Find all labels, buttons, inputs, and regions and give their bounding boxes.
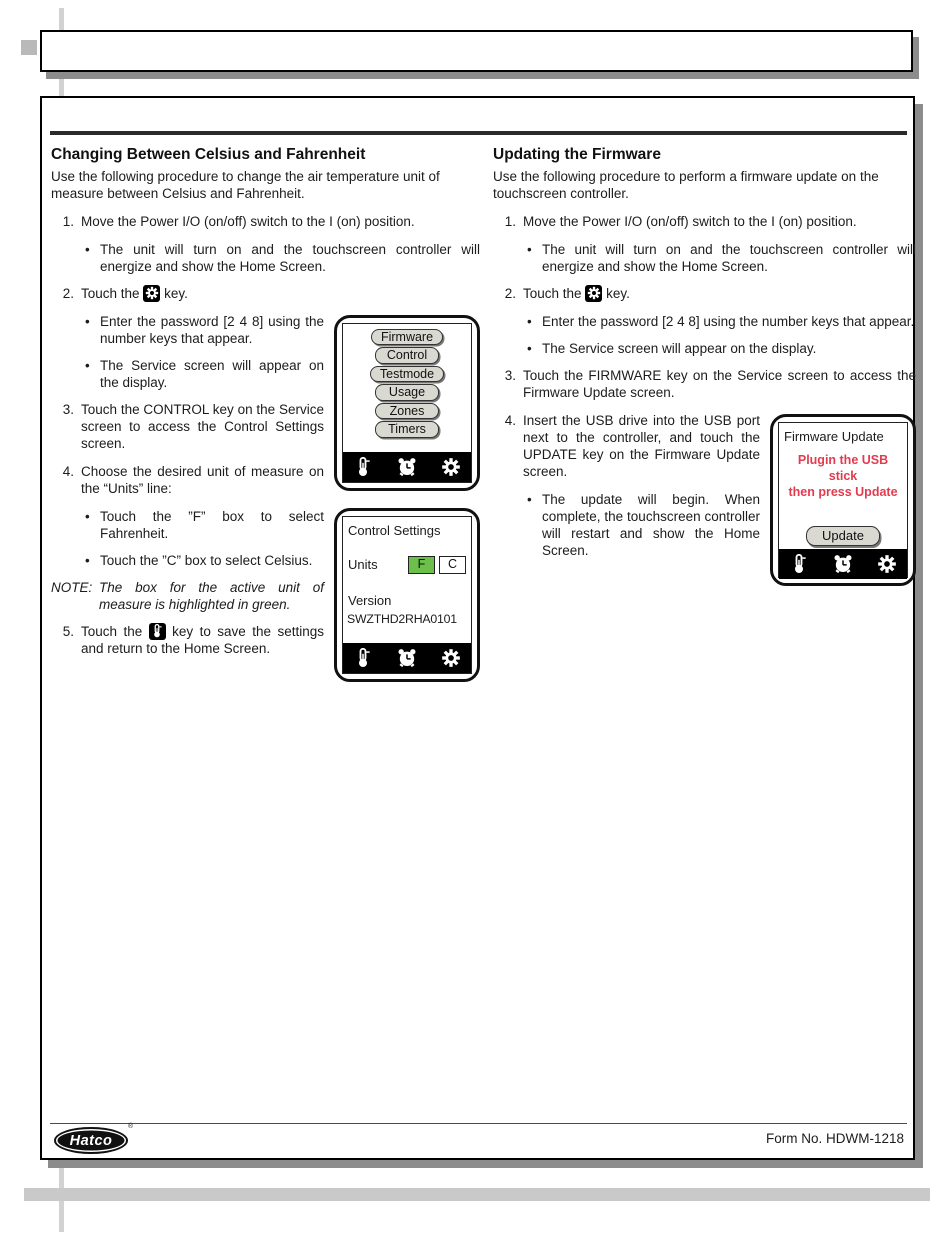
bullet-text: • The Service screen will appear on the display. (100, 357, 324, 390)
celsius-box: C (439, 556, 466, 574)
control-settings-mockup (334, 508, 480, 682)
content-box (40, 96, 915, 1160)
step-text: Insert the USB drive into the USB port next to the controller, and touch the UPDATE key on the Firmware Update screen. (523, 412, 760, 479)
section-divider-rule (50, 131, 907, 135)
usage-button: Usage (375, 384, 439, 401)
step-number: 2. (62, 285, 74, 301)
screen-title: Firmware Update (784, 428, 884, 444)
bullet-text: • The unit will turn on and the touchscreen controller will energize and show the Home Screen. (542, 241, 916, 274)
page-header-box (40, 30, 913, 72)
bullet-text: • The update will begin. When complete, the touchscreen controller will restart and show the Home Screen. (542, 491, 760, 558)
margin-marker-square (21, 40, 37, 55)
list-item (59, 285, 480, 302)
list-item (85, 241, 480, 275)
section-intro: Use the following procedure to perform a firmware update on the touchscreen controller. (493, 168, 879, 201)
alarm-clock-icon (397, 648, 417, 668)
bullet-text: • The Service screen will appear on the display. (542, 340, 817, 356)
step-number: 5. (62, 623, 74, 639)
gear-icon (877, 554, 897, 574)
gear-icon (143, 285, 160, 302)
usb-instruction-line2: then press Update (788, 485, 898, 500)
version-value: SWZTHD2RHA0101 (347, 612, 457, 627)
step-text: Touch the FIRMWARE key on the Service screen to access the Firmware Update screen. (523, 367, 916, 400)
screen-illustrations (770, 414, 916, 586)
column-celsius-fahrenheit (51, 145, 480, 688)
step-text: Touch the (523, 285, 582, 301)
timers-button: Timers (375, 421, 439, 438)
list-item (501, 412, 760, 480)
note-text: The box for the active unit of measure is highlighted in green. (99, 579, 324, 612)
list-item (59, 623, 324, 657)
bullet-text: • Enter the password [2 4 8] using the number keys that appear. (542, 313, 915, 329)
step-text: Move the Power I/O (on/off) switch to the I (on) position. (523, 213, 857, 229)
step-number: 4. (504, 412, 516, 428)
nav-bar (343, 643, 471, 673)
bullet-text: • Touch the ”C” box to select Celsius. (100, 552, 313, 568)
step-number: 1. (504, 213, 516, 229)
service-screen-body (343, 324, 471, 452)
list-item (85, 552, 324, 569)
nav-bar (779, 549, 907, 579)
alarm-clock-icon (397, 457, 417, 477)
step-number: 1. (62, 213, 74, 229)
step-number: 3. (504, 367, 516, 383)
zones-button: Zones (375, 403, 439, 420)
step-text: Touch the (81, 285, 140, 301)
screen-illustrations (334, 315, 480, 682)
step-text: key to save the settings and return to the Home Screen. (81, 623, 324, 656)
step-text: key. (164, 285, 188, 301)
list-item (527, 313, 916, 330)
step-number: 4. (62, 463, 74, 479)
hatco-logo (54, 1123, 133, 1154)
list-item (527, 340, 916, 357)
step-text: Touch the (81, 623, 143, 639)
list-item (85, 313, 324, 347)
step-text: Touch the CONTROL key on the Service screen to access the Control Settings screen. (81, 401, 324, 451)
step-text: Choose the desired unit of measure on the “Units” line: (81, 463, 324, 496)
alarm-clock-icon (833, 554, 853, 574)
firmware-button: Firmware (371, 329, 443, 346)
bottom-decorative-bar (24, 1188, 930, 1201)
step-number: 3. (62, 401, 74, 417)
control-settings-body (343, 517, 471, 643)
registered-mark: ® (127, 1123, 133, 1130)
usb-instruction-text (783, 452, 903, 501)
control-button: Control (375, 347, 439, 364)
column-updating-firmware (493, 145, 916, 592)
list-item (59, 463, 324, 497)
service-screen-mockup (334, 315, 480, 491)
update-button: Update (806, 526, 880, 546)
note (51, 579, 324, 613)
list-item (527, 491, 760, 559)
thermometer-icon (353, 457, 373, 477)
list-item (59, 401, 324, 452)
step-text: Move the Power I/O (on/off) switch to the I (on) position. (81, 213, 415, 229)
hatco-logo-text: Hatco (69, 1132, 113, 1149)
thermometer-icon (789, 554, 809, 574)
bullet-text: • Enter the password [2 4 8] using the number keys that appear. (100, 313, 324, 346)
note-label: NOTE: (51, 579, 93, 595)
gear-icon (441, 457, 461, 477)
list-item (501, 367, 916, 401)
fahrenheit-box: F (408, 556, 435, 574)
form-number: Form No. HDWM-1218 (765, 1131, 904, 1146)
thermometer-icon (149, 623, 166, 640)
list-item (85, 508, 324, 542)
section-heading: Changing Between Celsius and Fahrenheit (51, 146, 366, 163)
nav-bar (343, 452, 471, 482)
version-label: Version (348, 592, 392, 608)
bullet-text: • Touch the ”F” box to select Fahrenheit. (100, 508, 324, 541)
screen-title: Control Settings (348, 522, 441, 538)
usb-instruction-line1: Plugin the USB stick (797, 452, 889, 484)
list-item (527, 241, 916, 275)
list-item (501, 285, 916, 302)
section-intro: Use the following procedure to change the air temperature unit of measure between Celsius and Fahrenheit. (51, 168, 440, 201)
step-text: key. (606, 285, 630, 301)
footer-divider (50, 1123, 907, 1125)
gear-icon (441, 648, 461, 668)
list-item (85, 357, 324, 391)
firmware-update-mockup (770, 414, 916, 586)
units-label: Units (348, 556, 378, 572)
gear-icon (585, 285, 602, 302)
section-heading: Updating the Firmware (493, 146, 661, 163)
list-item (59, 213, 480, 230)
testmode-button: Testmode (370, 366, 444, 383)
step-number: 2. (504, 285, 516, 301)
thermometer-icon (353, 648, 373, 668)
firmware-update-body (779, 423, 907, 550)
bullet-text: • The unit will turn on and the touchscreen controller will energize and show the Home Screen. (100, 241, 480, 274)
list-item (501, 213, 916, 230)
